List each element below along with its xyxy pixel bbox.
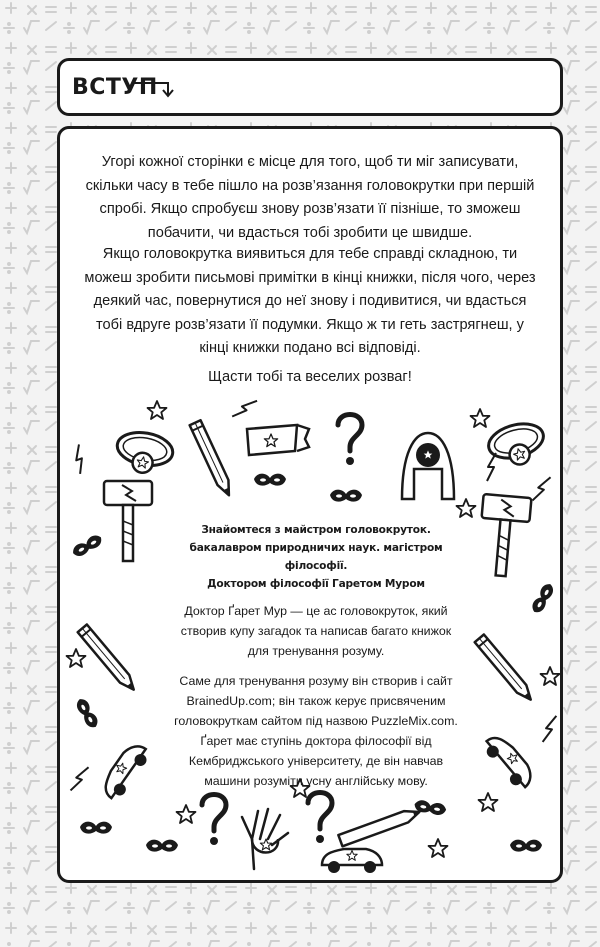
author-heading — [171, 521, 461, 593]
intro-paragraph: Якщо головокрутка виявиться для тебе справді складною, ти можеш зробити письмові примітки в кінці книжки, після чого, через деякий час, повернутися до неї знову і подивитися, чи вдасться тобі вдруге розв’язати її подумки. Якщо ж ти геть застрягнеш, у кінці книжки подано всі відповіді. — [84, 246, 536, 356]
intro-paragraph: Угорі кожної сторінки є місце для того, щоб ти міг записувати, скільки часу в тебе пішло на розв’язання головокрутки при першій спробі. Якщо спробуєш знову розв’язати її пізніше, то зможеш побачити, чи вдасться тобі зробити це швидше. — [85, 154, 535, 241]
author-heading-line: Доктором філософії Гаретом Муром — [207, 578, 425, 590]
section-header — [57, 58, 563, 116]
section-title: ВСТУП — [72, 75, 158, 100]
author-heading-line: бакалавром природничих наук. магістром філософії. — [189, 542, 443, 572]
glove-icon — [247, 425, 309, 455]
author-bio — [171, 521, 461, 791]
arrow-right-down-icon — [132, 75, 176, 99]
intro-panel — [57, 126, 563, 883]
author-paragraph: Доктор Ґарет Мур — це ас головокруток, який створив купу загадок та написав багато книжок для тренування розуму. — [180, 604, 452, 658]
author-paragraph: Саме для тренування розуму він створив і сайт BrainedUp.com; він також керує присвяченим головокруткам сайтом під назвою PuzzleMix.com. Ґарет має ступінь доктора філософії від Кембриджського університету, де він навчав машини розуміти усну англійську мову. — [174, 674, 458, 788]
author-heading-line: Знайомтеся з майстром головокруток. — [201, 524, 431, 536]
hand-icon — [242, 809, 288, 869]
intro-closing: Щасти тобі та веселих розваг! — [208, 369, 412, 385]
